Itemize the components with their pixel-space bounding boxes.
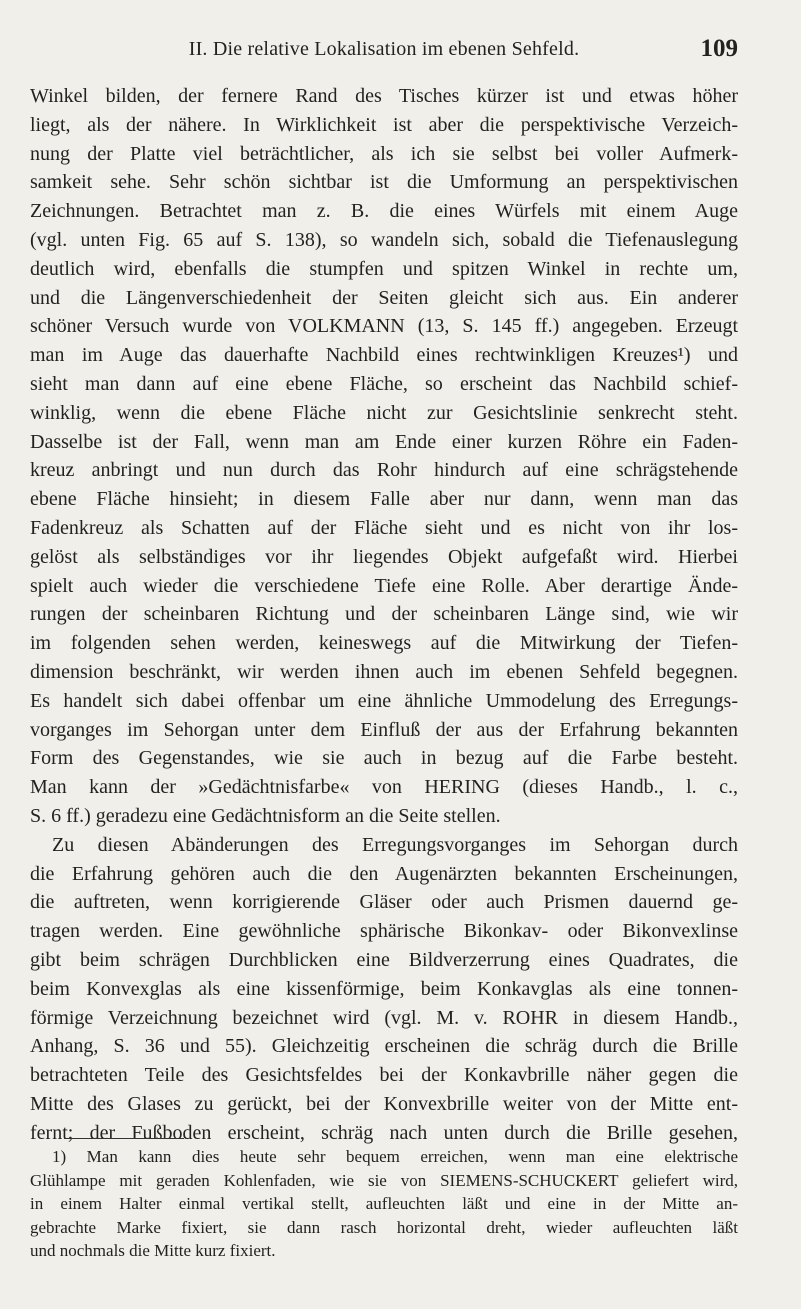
footnote-line: und nochmals die Mitte kurz fixiert. <box>30 1241 276 1260</box>
text-line: samkeit sehe. Sehr schön sichtbar ist die Umformung an perspektivischen <box>30 171 738 194</box>
text-line: beim Konvexglas als eine kissenförmige, beim Konkavglas als eine tonnen- <box>30 977 738 1000</box>
text-line: dimension beschränkt, wir werden ihnen auch im ebenen Sehfeld begegnen. <box>30 660 738 683</box>
text-line: schöner Versuch wurde von VOLKMANN (13, S. 145 ff.) angegeben. Erzeugt <box>30 315 738 338</box>
running-title: II. Die relative Lokalisation im ebenen Sehfeld. <box>188 38 580 60</box>
footnote-line: Glühlampe mit geraden Kohlenfaden, wie sie von SIEMENS-SCHUCKERT geliefert wird, <box>30 1170 738 1190</box>
text-line: sieht man dann auf eine ebene Fläche, so erscheint das Nachbild schief- <box>30 372 738 395</box>
text-line: Es handelt sich dabei offenbar um eine ähnliche Ummodelung des Erregungs- <box>30 689 738 712</box>
text-line: Form des Gegenstandes, wie sie auch in bezug auf die Farbe besteht. <box>30 747 738 770</box>
text-line: kreuz anbringt und nun durch das Rohr hindurch auf eine schrägstehende <box>30 459 738 482</box>
body-text <box>30 82 738 1147</box>
text-line: gelöst als selbständiges vor ihr liegendes Objekt aufgefaßt wird. Hierbei <box>30 545 738 568</box>
text-line: rungen der scheinbaren Richtung und der scheinbaren Länge sind, wie wir <box>30 603 738 626</box>
text-line: ebene Fläche hinsieht; in diesem Falle aber nur dann, wenn man das <box>30 488 738 511</box>
footnote <box>30 1145 738 1263</box>
text-line: (vgl. unten Fig. 65 auf S. 138), so wandeln sich, sobald die Tiefenauslegung <box>30 228 738 251</box>
running-header <box>30 35 738 68</box>
text-line: vorganges im Sehorgan unter dem Einfluß der aus der Erfahrung bekannten <box>30 718 738 741</box>
text-line: liegt, als der nähere. In Wirklichkeit ist aber die perspektivische Verzeich- <box>30 113 738 136</box>
text-line: die auftreten, wenn korrigierende Gläser oder auch Prismen dauernd ge- <box>30 891 738 914</box>
text-line: die Erfahrung gehören auch die den Augenärzten bekannten Erscheinungen, <box>30 862 738 885</box>
text-line: im folgenden sehen werden, keineswegs auf die Mitwirkung der Tiefen- <box>30 632 738 655</box>
footnote-line: in einem Halter einmal vertikal stellt, aufleuchten läßt und eine in der Mitte an- <box>30 1194 738 1213</box>
page-number: 109 <box>700 35 738 62</box>
text-line: Mitte des Glases zu gerückt, bei der Konvexbrille weiter von der Mitte ent- <box>30 1092 738 1115</box>
text-line: betrachteten Teile des Gesichtsfeldes bei der Konkavbrille näher gegen die <box>30 1064 738 1087</box>
text-line: und die Längenverschiedenheit der Seiten gleicht sich aus. Ein anderer <box>30 286 738 309</box>
text-line: man im Auge das dauerhafte Nachbild eines rechtwinkligen Kreuzes¹) und <box>30 344 738 367</box>
text-line: gibt beim schrägen Durchblicken eine Bildverzerrung eines Quadrates, die <box>30 948 738 971</box>
text-line: Fadenkreuz als Schatten auf der Fläche sieht und es nicht von ihr los- <box>30 516 738 539</box>
text-line: fernt; der Fußboden erscheint, schräg nach unten durch die Brille gesehen, <box>30 1121 738 1144</box>
text-line: tragen werden. Eine gewöhnliche sphärische Bikonkav- oder Bikonvexlinse <box>30 920 738 943</box>
text-line: Winkel bilden, der fernere Rand des Tisches kürzer ist und etwas höher <box>30 85 738 107</box>
text-line: Zu diesen Abänderungen des Erregungsvorganges im Sehorgan durch <box>52 833 738 856</box>
text-line: deutlich wird, ebenfalls die stumpfen und spitzen Winkel in rechte um, <box>30 257 738 280</box>
text-line: spielt auch wieder die verschiedene Tiefe eine Rolle. Aber derartige Ände- <box>30 574 738 597</box>
text-line: S. 6 ff.) geradezu eine Gedächtnisform an die Seite stellen. <box>30 804 501 827</box>
text-line: nung der Platte viel beträchtlicher, als ich sie selbst bei voller Aufmerk- <box>30 142 738 165</box>
footnote-line: 1) Man kann dies heute sehr bequem erreichen, wenn man eine elektrische <box>52 1147 738 1166</box>
text-line: Zeichnungen. Betrachtet man z. B. die eines Würfels mit einem Auge <box>30 200 738 223</box>
footnote-line: gebrachte Marke fixiert, sie dann rasch horizontal dreht, wieder aufleuchten läßt <box>30 1217 738 1237</box>
text-line: Anhang, S. 36 und 55). Gleichzeitig erscheinen die schräg durch die Brille <box>30 1035 738 1058</box>
text-line: förmige Verzeichnung bezeichnet wird (vgl. M. v. ROHR in diesem Handb., <box>30 1006 738 1029</box>
text-line: Dasselbe ist der Fall, wenn man am Ende einer kurzen Röhre ein Faden- <box>30 430 738 453</box>
text-line: Man kann der »Gedächtnisfarbe« von HERING (dieses Handb., l. c., <box>30 776 738 799</box>
text-line: winklig, wenn die ebene Fläche nicht zur Gesichtslinie senkrecht steht. <box>30 401 738 424</box>
footnote-divider <box>64 1138 184 1139</box>
